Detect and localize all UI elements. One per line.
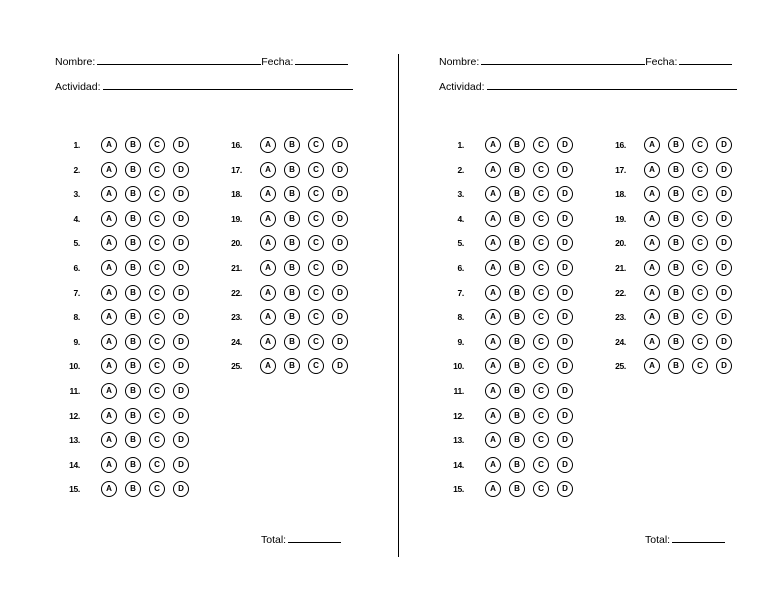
question-number: 25. [615, 361, 626, 372]
answer-bubble-c[interactable]: C [149, 260, 165, 276]
question-number: 24. [615, 336, 626, 347]
answer-bubble-a[interactable]: A [485, 309, 501, 325]
question-number: 1. [73, 140, 80, 150]
question-number: 8. [73, 312, 80, 323]
answer-bubble-c[interactable]: C [149, 408, 165, 424]
answer-bubble-d[interactable]: D [716, 285, 732, 301]
question-number: 7. [73, 287, 80, 298]
answer-bubble-a[interactable]: A [644, 285, 660, 301]
answer-bubble-c[interactable]: C [149, 358, 165, 374]
answer-bubble-d[interactable]: D [173, 334, 189, 350]
answer-bubble-c[interactable]: C [149, 211, 165, 227]
answer-bubble-c[interactable]: C [533, 457, 549, 473]
answer-bubble-c[interactable]: C [149, 235, 165, 251]
question-number: 5. [457, 238, 464, 249]
answer-bubble-b[interactable]: B [125, 137, 141, 153]
answer-bubble-d[interactable]: D [557, 383, 573, 399]
question-number: 19. [231, 213, 242, 224]
question-number: 14. [69, 459, 80, 470]
answer-bubble-d[interactable]: D [173, 211, 189, 227]
answer-bubble-d[interactable]: D [332, 235, 348, 251]
answer-bubble-d[interactable]: D [173, 408, 189, 424]
answer-sheet-right [384, 0, 768, 594]
answer-bubble-b[interactable]: B [125, 334, 141, 350]
answer-bubble-a[interactable]: A [644, 260, 660, 276]
answer-bubble-c[interactable]: C [692, 309, 708, 325]
answer-bubble-a[interactable]: A [101, 432, 117, 448]
answer-bubble-b[interactable]: B [125, 186, 141, 202]
total-label: Total: [645, 534, 671, 546]
answer-bubble-b[interactable]: B [125, 309, 141, 325]
answer-bubble-d[interactable]: D [173, 358, 189, 374]
answer-bubble-c[interactable]: C [308, 162, 324, 178]
question-number: 3. [457, 189, 464, 200]
answer-bubble-a[interactable]: A [644, 235, 660, 251]
answer-bubble-d[interactable]: D [557, 309, 573, 325]
answer-bubble-d[interactable]: D [332, 260, 348, 276]
answer-bubble-d[interactable]: D [173, 481, 189, 497]
answer-bubble-b[interactable]: B [668, 309, 684, 325]
answer-bubble-b[interactable]: B [509, 137, 525, 153]
answer-bubble-a[interactable]: A [485, 211, 501, 227]
answer-bubble-a[interactable]: A [644, 334, 660, 350]
total-field[interactable] [672, 533, 725, 543]
answer-bubble-b[interactable]: B [509, 358, 525, 374]
question-number: 22. [615, 287, 626, 298]
answer-bubble-c[interactable]: C [308, 211, 324, 227]
answer-bubble-b[interactable]: B [668, 211, 684, 227]
answer-bubble-b[interactable]: B [284, 162, 300, 178]
answer-bubble-d[interactable]: D [716, 358, 732, 374]
answer-bubble-a[interactable]: A [101, 309, 117, 325]
answer-bubble-a[interactable]: A [485, 186, 501, 202]
answer-bubble-b[interactable]: B [509, 383, 525, 399]
question-number: 9. [457, 336, 464, 347]
question-number: 17. [615, 164, 626, 175]
answer-bubble-c[interactable]: C [692, 211, 708, 227]
answer-bubble-a[interactable]: A [260, 334, 276, 350]
answer-bubble-b[interactable]: B [284, 235, 300, 251]
answer-bubble-d[interactable]: D [557, 137, 573, 153]
answer-bubble-c[interactable]: C [533, 309, 549, 325]
question-number: 12. [453, 410, 464, 421]
answer-bubble-b[interactable]: B [125, 260, 141, 276]
answer-bubble-b[interactable]: B [284, 211, 300, 227]
question-number: 21. [231, 263, 242, 273]
answer-bubble-c[interactable]: C [149, 457, 165, 473]
answer-bubble-d[interactable]: D [716, 235, 732, 251]
answer-bubble-c[interactable]: C [149, 137, 165, 153]
question-number: 15. [69, 484, 80, 495]
activity-label: Actividad: [439, 81, 485, 93]
answer-bubble-a[interactable]: A [485, 334, 501, 350]
answer-bubble-d[interactable]: D [332, 162, 348, 178]
question-number: 15. [453, 484, 464, 495]
answer-bubble-a[interactable]: A [644, 211, 660, 227]
total-line [261, 533, 341, 546]
answer-bubble-b[interactable]: B [125, 162, 141, 178]
answer-bubble-b[interactable]: B [125, 285, 141, 301]
answer-bubble-b[interactable]: B [668, 334, 684, 350]
question-number: 16. [615, 140, 626, 150]
answer-bubble-b[interactable]: B [509, 457, 525, 473]
question-number: 11. [69, 386, 80, 396]
answer-bubble-d[interactable]: D [173, 260, 189, 276]
answer-bubble-c[interactable]: C [533, 162, 549, 178]
answer-bubble-b[interactable]: B [509, 481, 525, 497]
answer-bubble-a[interactable]: A [260, 162, 276, 178]
answer-bubble-d[interactable]: D [716, 137, 732, 153]
answer-bubble-b[interactable]: B [509, 309, 525, 325]
activity-label: Actividad: [55, 81, 101, 93]
question-number: 14. [453, 459, 464, 470]
answer-bubble-c[interactable]: C [533, 285, 549, 301]
answer-bubble-b[interactable]: B [284, 260, 300, 276]
answer-bubble-c[interactable]: C [149, 186, 165, 202]
answer-bubble-b[interactable]: B [509, 285, 525, 301]
answer-bubble-c[interactable]: C [149, 309, 165, 325]
question-number: 13. [69, 435, 80, 446]
answer-bubble-c[interactable]: C [149, 162, 165, 178]
answer-bubble-d[interactable]: D [173, 457, 189, 473]
answer-bubble-d[interactable]: D [557, 260, 573, 276]
answer-bubble-c[interactable]: C [308, 260, 324, 276]
name-field[interactable] [481, 55, 645, 65]
total-field[interactable] [288, 533, 341, 543]
answer-bubble-b[interactable]: B [125, 211, 141, 227]
answer-bubble-b[interactable]: B [125, 432, 141, 448]
answer-bubble-b[interactable]: B [509, 235, 525, 251]
answer-bubble-b[interactable]: B [125, 481, 141, 497]
date-field[interactable] [679, 55, 732, 65]
answer-bubble-d[interactable]: D [716, 211, 732, 227]
answer-bubble-c[interactable]: C [308, 235, 324, 251]
answer-bubble-d[interactable]: D [716, 334, 732, 350]
answer-bubble-a[interactable]: A [101, 137, 117, 153]
answer-bubble-b[interactable]: B [125, 408, 141, 424]
answer-bubble-d[interactable]: D [557, 457, 573, 473]
question-number: 5. [73, 238, 80, 249]
answer-bubble-a[interactable]: A [485, 383, 501, 399]
answer-bubble-a[interactable]: A [485, 432, 501, 448]
answer-bubble-c[interactable]: C [308, 285, 324, 301]
answer-bubble-b[interactable]: B [284, 334, 300, 350]
question-number: 2. [457, 164, 464, 175]
question-number: 21. [615, 263, 626, 273]
name-date-line [55, 55, 348, 68]
answer-bubble-d[interactable]: D [332, 137, 348, 153]
question-number: 2. [73, 164, 80, 175]
answer-bubble-b[interactable]: B [125, 383, 141, 399]
question-number: 8. [457, 312, 464, 323]
question-number: 23. [231, 312, 242, 323]
answer-bubble-a[interactable]: A [101, 162, 117, 178]
answer-bubble-c[interactable]: C [692, 358, 708, 374]
answer-bubble-b[interactable]: B [509, 432, 525, 448]
answer-bubble-c[interactable]: C [533, 481, 549, 497]
answer-bubble-a[interactable]: A [644, 137, 660, 153]
question-number: 4. [73, 213, 80, 224]
answer-bubble-d[interactable]: D [557, 186, 573, 202]
answer-bubble-d[interactable]: D [557, 358, 573, 374]
answer-bubble-a[interactable]: A [101, 481, 117, 497]
answer-bubble-b[interactable]: B [509, 334, 525, 350]
answer-bubble-c[interactable]: C [533, 408, 549, 424]
answer-bubble-c[interactable]: C [533, 383, 549, 399]
answer-bubble-d[interactable]: D [173, 383, 189, 399]
answer-bubble-d[interactable]: D [173, 309, 189, 325]
answer-bubble-b[interactable]: B [125, 235, 141, 251]
activity-field[interactable] [103, 80, 353, 90]
answer-bubble-a[interactable]: A [260, 235, 276, 251]
answer-bubble-a[interactable]: A [485, 457, 501, 473]
answer-bubble-a[interactable]: A [485, 358, 501, 374]
answer-bubble-d[interactable]: D [716, 162, 732, 178]
question-number: 6. [457, 263, 464, 273]
answer-bubble-d[interactable]: D [332, 285, 348, 301]
question-number: 18. [231, 189, 242, 200]
question-number: 16. [231, 140, 242, 150]
answer-bubble-d[interactable]: D [173, 235, 189, 251]
question-number: 24. [231, 336, 242, 347]
answer-bubble-d[interactable]: D [332, 211, 348, 227]
activity-line [55, 80, 353, 93]
answer-bubble-d[interactable]: D [716, 260, 732, 276]
answer-bubble-b[interactable]: B [509, 260, 525, 276]
date-field[interactable] [295, 55, 348, 65]
question-number: 7. [457, 287, 464, 298]
answer-bubble-a[interactable]: A [485, 235, 501, 251]
answer-bubble-c[interactable]: C [308, 309, 324, 325]
answer-bubble-c[interactable]: C [533, 260, 549, 276]
answer-bubble-c[interactable]: C [308, 358, 324, 374]
answer-bubble-b[interactable]: B [668, 235, 684, 251]
question-number: 6. [73, 263, 80, 273]
answer-bubble-d[interactable]: D [557, 432, 573, 448]
question-number: 25. [231, 361, 242, 372]
answer-bubble-c[interactable]: C [149, 334, 165, 350]
date-label: Fecha: [261, 56, 294, 68]
activity-field[interactable] [487, 80, 737, 90]
answer-bubble-a[interactable]: A [101, 334, 117, 350]
answer-bubble-a[interactable]: A [101, 358, 117, 374]
answer-bubble-d[interactable]: D [557, 408, 573, 424]
answer-bubble-b[interactable]: B [125, 358, 141, 374]
answer-bubble-b[interactable]: B [509, 211, 525, 227]
question-number: 4. [457, 213, 464, 224]
answer-bubble-c[interactable]: C [692, 162, 708, 178]
question-number: 22. [231, 287, 242, 298]
total-line [645, 533, 725, 546]
answer-bubble-a[interactable]: A [101, 408, 117, 424]
answer-bubble-b[interactable]: B [668, 162, 684, 178]
answer-bubble-c[interactable]: C [149, 285, 165, 301]
answer-bubble-c[interactable]: C [149, 432, 165, 448]
answer-bubble-c[interactable]: C [533, 432, 549, 448]
answer-bubble-b[interactable]: B [668, 186, 684, 202]
answer-bubble-a[interactable]: A [260, 358, 276, 374]
name-field[interactable] [97, 55, 261, 65]
answer-bubble-d[interactable]: D [557, 235, 573, 251]
answer-bubble-c[interactable]: C [692, 334, 708, 350]
name-label: Nombre: [439, 56, 480, 68]
answer-bubble-b[interactable]: B [284, 137, 300, 153]
answer-bubble-a[interactable]: A [101, 235, 117, 251]
answer-bubble-a[interactable]: A [485, 481, 501, 497]
question-number: 23. [615, 312, 626, 323]
date-label: Fecha: [645, 56, 678, 68]
answer-bubble-a[interactable]: A [101, 383, 117, 399]
answer-bubble-c[interactable]: C [533, 211, 549, 227]
answer-bubble-a[interactable]: A [260, 285, 276, 301]
answer-bubble-c[interactable]: C [533, 137, 549, 153]
answer-bubble-d[interactable]: D [557, 481, 573, 497]
answer-bubble-c[interactable]: C [692, 285, 708, 301]
answer-bubble-a[interactable]: A [485, 137, 501, 153]
question-number: 18. [615, 189, 626, 200]
answer-bubble-d[interactable]: D [716, 186, 732, 202]
question-number: 20. [615, 238, 626, 249]
question-number: 11. [453, 386, 464, 396]
answer-bubble-a[interactable]: A [644, 186, 660, 202]
answer-bubble-b[interactable]: B [509, 186, 525, 202]
answer-bubble-c[interactable]: C [149, 383, 165, 399]
question-number: 9. [73, 336, 80, 347]
answer-bubble-d[interactable]: D [173, 137, 189, 153]
answer-bubble-c[interactable]: C [692, 235, 708, 251]
answer-bubble-b[interactable]: B [509, 408, 525, 424]
answer-bubble-b[interactable]: B [125, 457, 141, 473]
answer-bubble-c[interactable]: C [308, 186, 324, 202]
answer-bubble-b[interactable]: B [284, 186, 300, 202]
answer-bubble-a[interactable]: A [101, 211, 117, 227]
answer-bubble-a[interactable]: A [644, 309, 660, 325]
question-number: 17. [231, 164, 242, 175]
total-label: Total: [261, 534, 287, 546]
answer-bubble-a[interactable]: A [485, 260, 501, 276]
answer-bubble-c[interactable]: C [533, 334, 549, 350]
answer-bubble-a[interactable]: A [101, 260, 117, 276]
question-number: 12. [69, 410, 80, 421]
answer-bubble-c[interactable]: C [308, 137, 324, 153]
question-number: 20. [231, 238, 242, 249]
answer-bubble-d[interactable]: D [173, 432, 189, 448]
answer-bubble-d[interactable]: D [557, 211, 573, 227]
answer-bubble-d[interactable]: D [332, 334, 348, 350]
answer-bubble-c[interactable]: C [149, 481, 165, 497]
answer-bubble-d[interactable]: D [557, 285, 573, 301]
answer-bubble-d[interactable]: D [557, 334, 573, 350]
question-number: 1. [457, 140, 464, 150]
answer-bubble-c[interactable]: C [533, 235, 549, 251]
answer-bubble-d[interactable]: D [173, 162, 189, 178]
name-date-line [439, 55, 732, 68]
answer-bubble-d[interactable]: D [332, 309, 348, 325]
answer-bubble-c[interactable]: C [533, 358, 549, 374]
answer-bubble-c[interactable]: C [692, 186, 708, 202]
answer-bubble-b[interactable]: B [284, 309, 300, 325]
answer-bubble-a[interactable]: A [101, 457, 117, 473]
answer-bubble-a[interactable]: A [260, 309, 276, 325]
question-number: 3. [73, 189, 80, 200]
answer-bubble-a[interactable]: A [485, 285, 501, 301]
answer-bubble-a[interactable]: A [644, 162, 660, 178]
answer-bubble-d[interactable]: D [332, 358, 348, 374]
question-number: 10. [69, 361, 80, 372]
answer-bubble-a[interactable]: A [485, 162, 501, 178]
answer-bubble-b[interactable]: B [668, 285, 684, 301]
answer-bubble-a[interactable]: A [260, 211, 276, 227]
answer-bubble-a[interactable]: A [644, 358, 660, 374]
question-number: 10. [453, 361, 464, 372]
answer-bubble-d[interactable]: D [173, 285, 189, 301]
answer-bubble-d[interactable]: D [716, 309, 732, 325]
answer-bubble-c[interactable]: C [533, 186, 549, 202]
answer-bubble-b[interactable]: B [284, 285, 300, 301]
answer-bubble-a[interactable]: A [485, 408, 501, 424]
answer-bubble-a[interactable]: A [101, 186, 117, 202]
name-label: Nombre: [55, 56, 96, 68]
answer-bubble-d[interactable]: D [173, 186, 189, 202]
answer-bubble-a[interactable]: A [260, 137, 276, 153]
question-number: 13. [453, 435, 464, 446]
answer-bubble-a[interactable]: A [260, 260, 276, 276]
question-number: 19. [615, 213, 626, 224]
answer-bubble-a[interactable]: A [101, 285, 117, 301]
answer-bubble-a[interactable]: A [260, 186, 276, 202]
answer-bubble-b[interactable]: B [668, 137, 684, 153]
activity-line [439, 80, 737, 93]
answer-bubble-c[interactable]: C [692, 137, 708, 153]
answer-bubble-d[interactable]: D [332, 186, 348, 202]
answer-bubble-b[interactable]: B [668, 260, 684, 276]
answer-bubble-b[interactable]: B [284, 358, 300, 374]
answer-bubble-b[interactable]: B [668, 358, 684, 374]
answer-bubble-d[interactable]: D [557, 162, 573, 178]
answer-bubble-c[interactable]: C [692, 260, 708, 276]
answer-bubble-b[interactable]: B [509, 162, 525, 178]
answer-bubble-c[interactable]: C [308, 334, 324, 350]
